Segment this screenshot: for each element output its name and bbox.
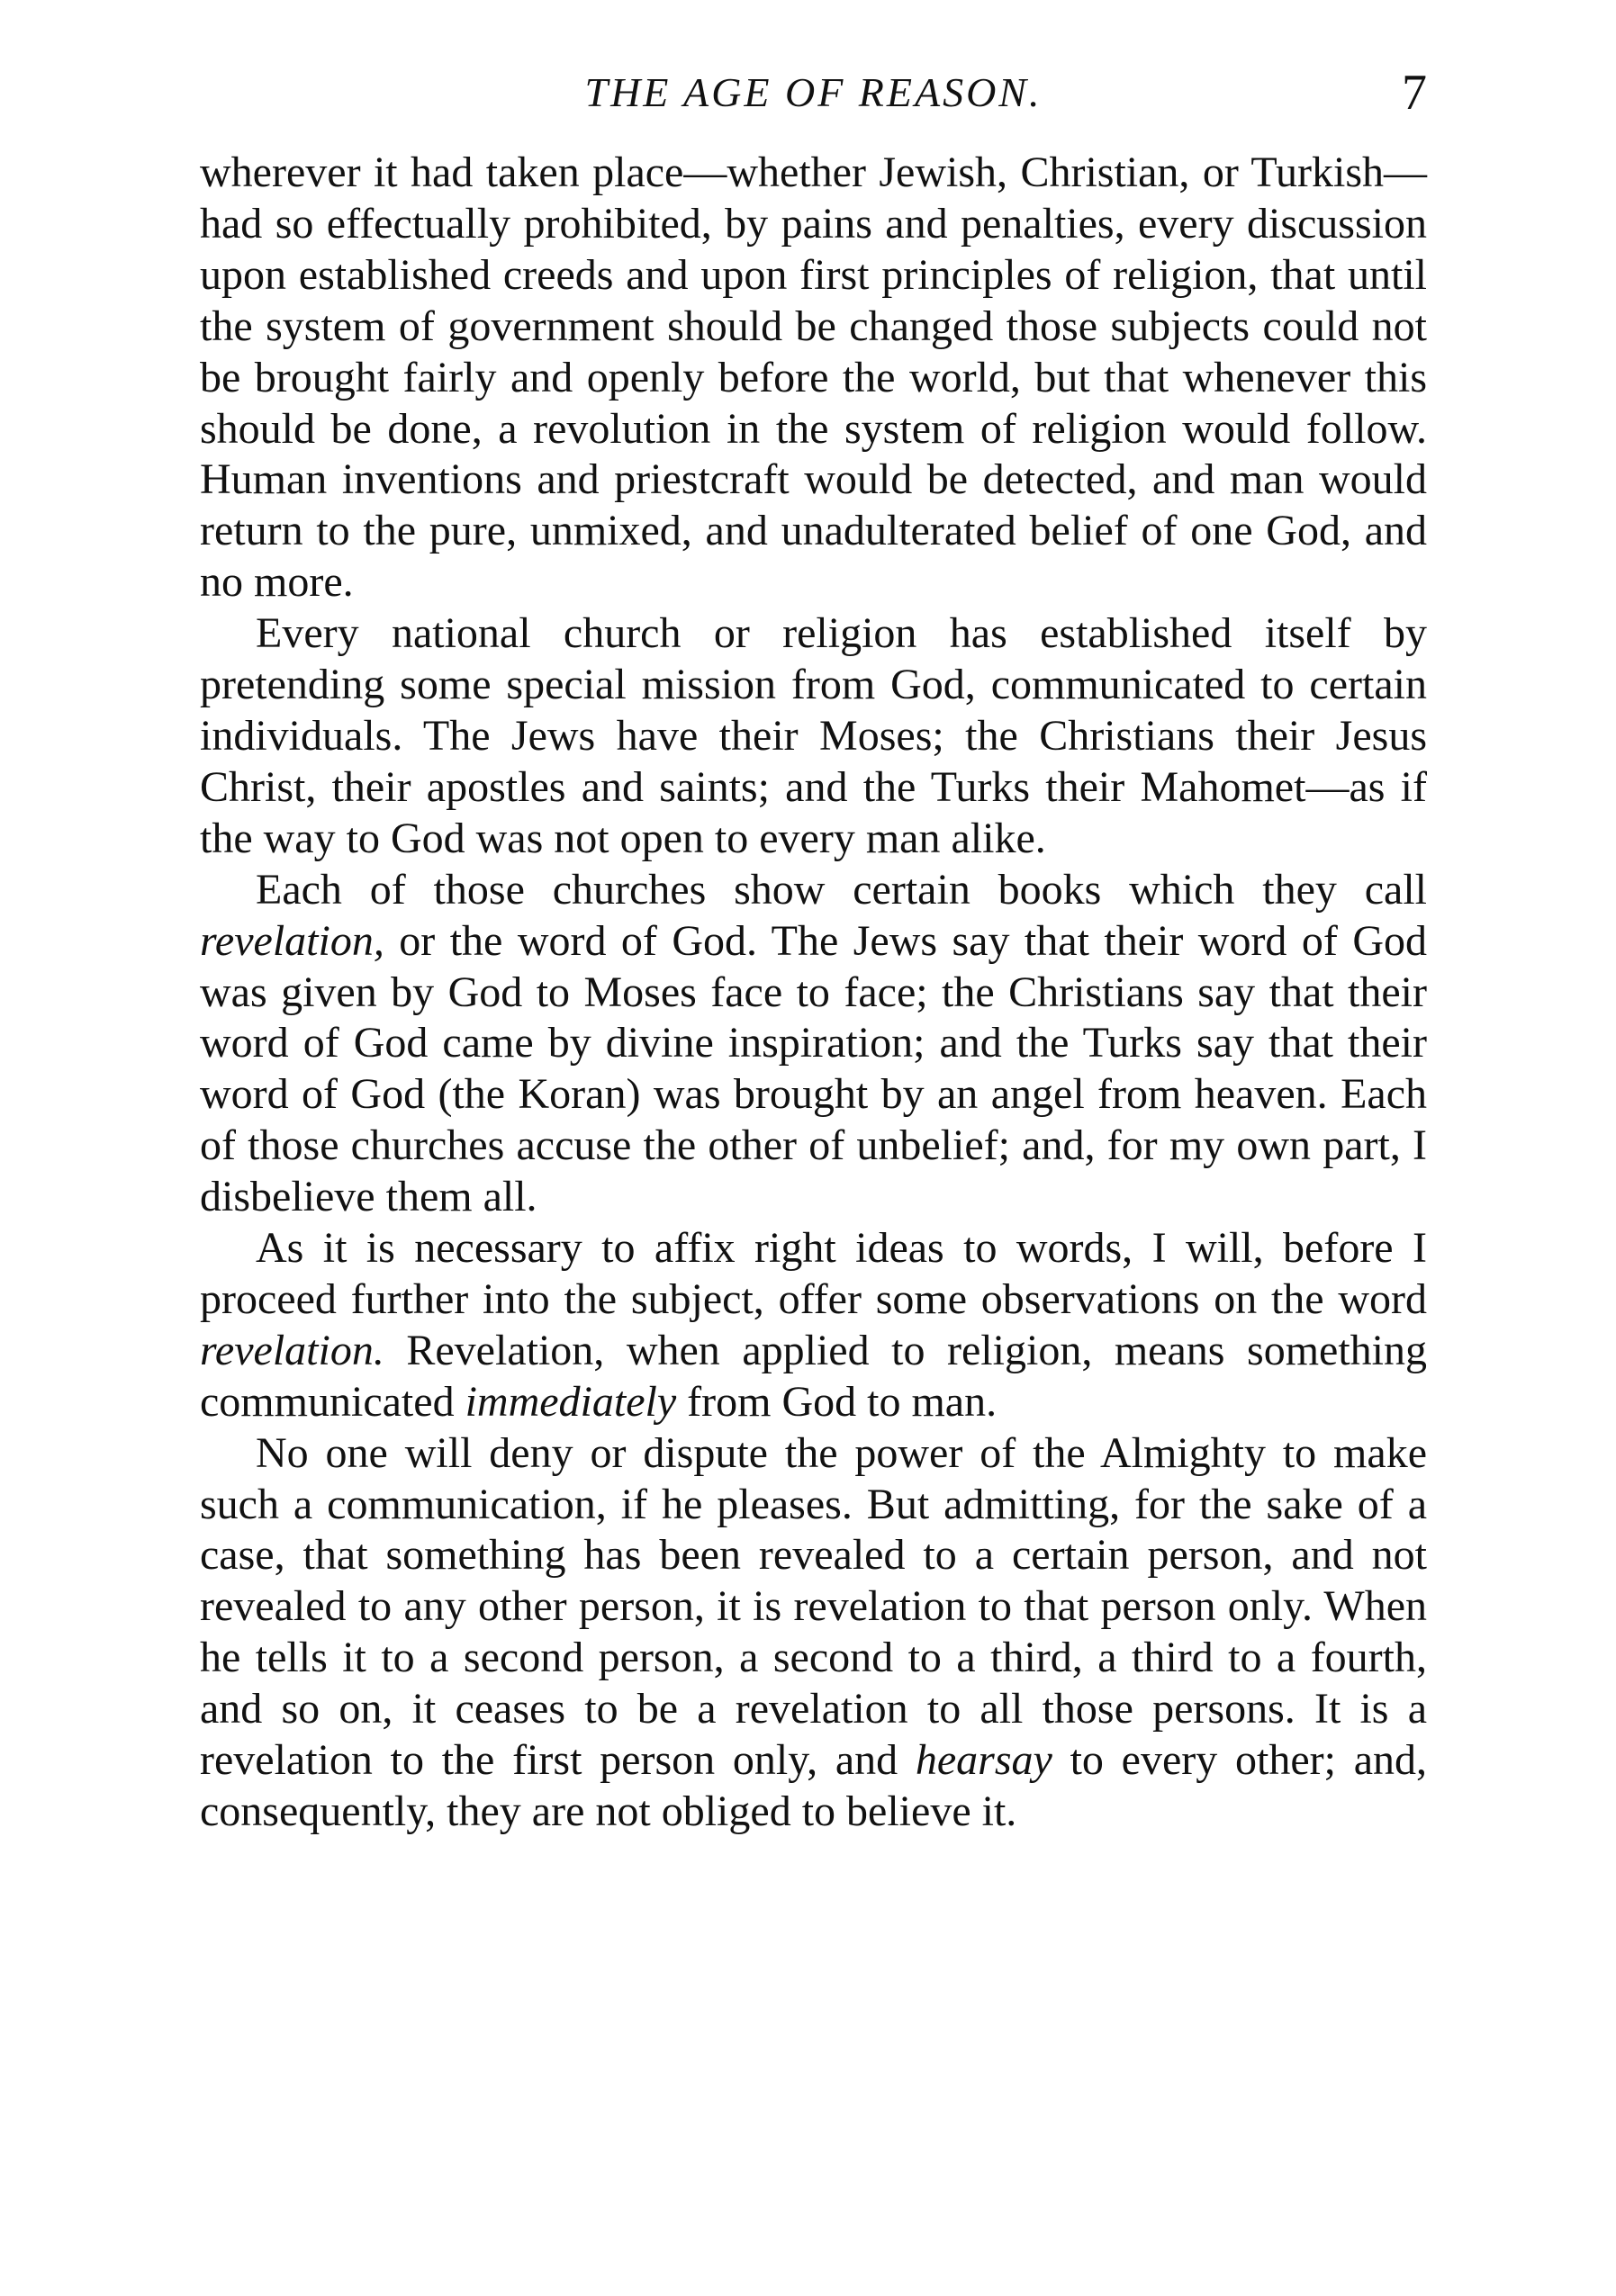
italic-term-revelation: revelation.	[200, 1326, 384, 1374]
paragraph-text: As it is necessary to affix right ideas to words, I will, before I proceed further into the subject, offer some observations on the word	[200, 1224, 1427, 1323]
paragraph-3	[200, 865, 1427, 1223]
paragraph-text: No one will deny or dispute the power of the Almighty to make such a communication, if he pleases. But admitting, for the sake of a case, that something has been revealed to a certain person, and not revealed to any other person, it is revelation to that person only. When he tells it to a second person, a second to a third, a third to a fourth, and so on, it ceases to be a revelation to all those persons. It is a revelation to the first person only, and	[200, 1428, 1427, 1785]
paragraph-1	[200, 148, 1427, 608]
paragraph-4	[200, 1223, 1427, 1428]
paragraph-text: Every national church or religion has established itself by pretending some special mission from God, communicated to certain individuals. The Jews have their Moses; the Christians their Jesus Christ, their apostles and saints; and the Turks their Mahomet—as if the way to God was not open to every man alike.	[200, 609, 1427, 862]
italic-term-immediately: immediately	[465, 1377, 677, 1426]
paragraph-2	[200, 608, 1427, 865]
italic-term-revelation: revelation,	[200, 916, 384, 965]
paragraph-text: wherever it had taken place—whether Jewish, Christian, or Turkish—had so effectually prohibited, by pains and penalties, every discussion upon established creeds and upon first principles of religion, that until the system of government should be changed those subjects could not be brought fairly and openly before the world, but that whenever this should be done, a revolution in the system of religion would follow. Human inventions and priestcraft would be detected, and man would return to the pure, unmixed, and unadulterated belief of one God, and no more.	[200, 149, 1427, 607]
paragraph-text: or the word of God. The Jews say that their word of God was given by God to Moses face to face; the Christians say that their word of God came by divine inspiration; and the Turks say that their word of God (the Koran) was brought by an angel from heaven. Each of those churches accuse the other of unbelief; and, for my own part, I disbelieve them all.	[200, 916, 1427, 1221]
paragraph-text: Revelation, when applied to religion, means something communicated	[200, 1326, 1427, 1426]
paragraph-text: Each of those churches show certain books which they call	[256, 865, 1427, 914]
body-text	[200, 148, 1427, 1838]
paragraph-text: to every other; and, consequently, they are not obliged to believe it.	[200, 1736, 1427, 1835]
page-number: 7	[1402, 65, 1427, 121]
paragraph-5	[200, 1428, 1427, 1838]
running-title: THE AGE OF REASON.	[584, 69, 1043, 115]
running-head	[200, 61, 1427, 124]
paragraph-text: from God to man.	[676, 1377, 998, 1426]
italic-term-hearsay: hearsay	[915, 1736, 1052, 1785]
